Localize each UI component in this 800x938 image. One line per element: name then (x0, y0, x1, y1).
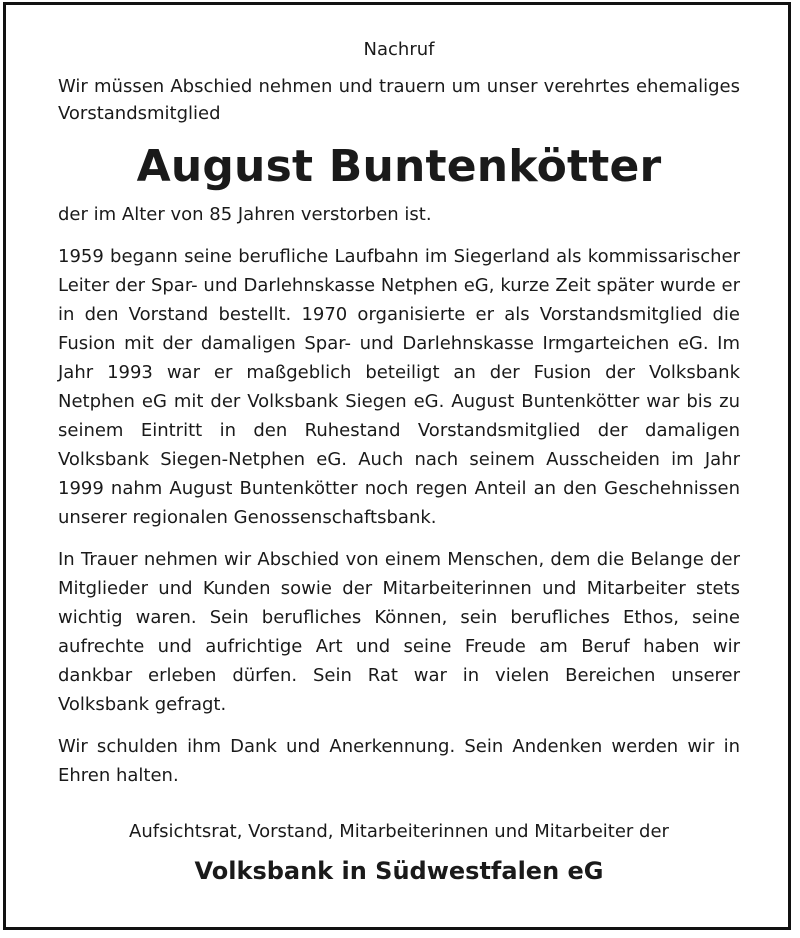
organization-name: Volksbank in Südwestfalen eG (194, 857, 604, 885)
age-statement: der im Alter von 85 Jahren verstorben ist. (58, 204, 432, 225)
closing-paragraph: Wir schulden ihm Dank und Anerkennung. Sein Andenken werden wir in Ehren halten. (58, 736, 740, 786)
intro-text: Wir müssen Abschied nehmen und trauern um unser verehrtes ehemaliges Vorstandsmitglied (58, 76, 740, 124)
deceased-name: August Buntenkötter (136, 141, 662, 192)
notice-heading: Nachruf (363, 39, 435, 60)
career-paragraph: 1959 begann seine berufliche Laufbahn im Siegerland als kommissarischer Leiter der Spar- und Darlehnskasse Netphen eG, kurze Zeit später wurde er in den Vorstand bestellt. 1970 organisierte er als Vorstandsmitglied die Fusion mit der damaligen Spar- und Darlehnskasse Irmgarteichen eG. Im Jahr 1993 war er maßgeblich beteiligt an der Fusion der Volksbank Netphen eG mit der Volksbank Siegen eG. August Buntenkötter war bis zu seinem Eintritt in den Ruhestand Vorstandsmitglied der damaligen Volksbank Siegen-Netphen eG. Auch nach seinem Ausscheiden im Jahr 1999 nahm August Buntenkötter noch regen Anteil an den Geschehnissen unserer regionalen Genossenschaftsbank. (58, 246, 740, 528)
obituary-notice (58, 36, 740, 889)
signers-line: Aufsichtsrat, Vorstand, Mitarbeiterinnen und Mitarbeiter der (129, 821, 669, 842)
tribute-paragraph: In Trauer nehmen wir Abschied von einem Menschen, dem die Belange der Mitglieder und Kunden sowie der Mitarbeiterinnen und Mitarbeiter stets wichtig waren. Sein berufliches Können, sein berufliches Ethos, seine aufrechte und aufrichtige Art und seine Freude am Beruf haben wir dankbar erleben dürfen. Sein Rat war in vielen Bereichen unserer Volksbank gefragt. (58, 549, 740, 715)
